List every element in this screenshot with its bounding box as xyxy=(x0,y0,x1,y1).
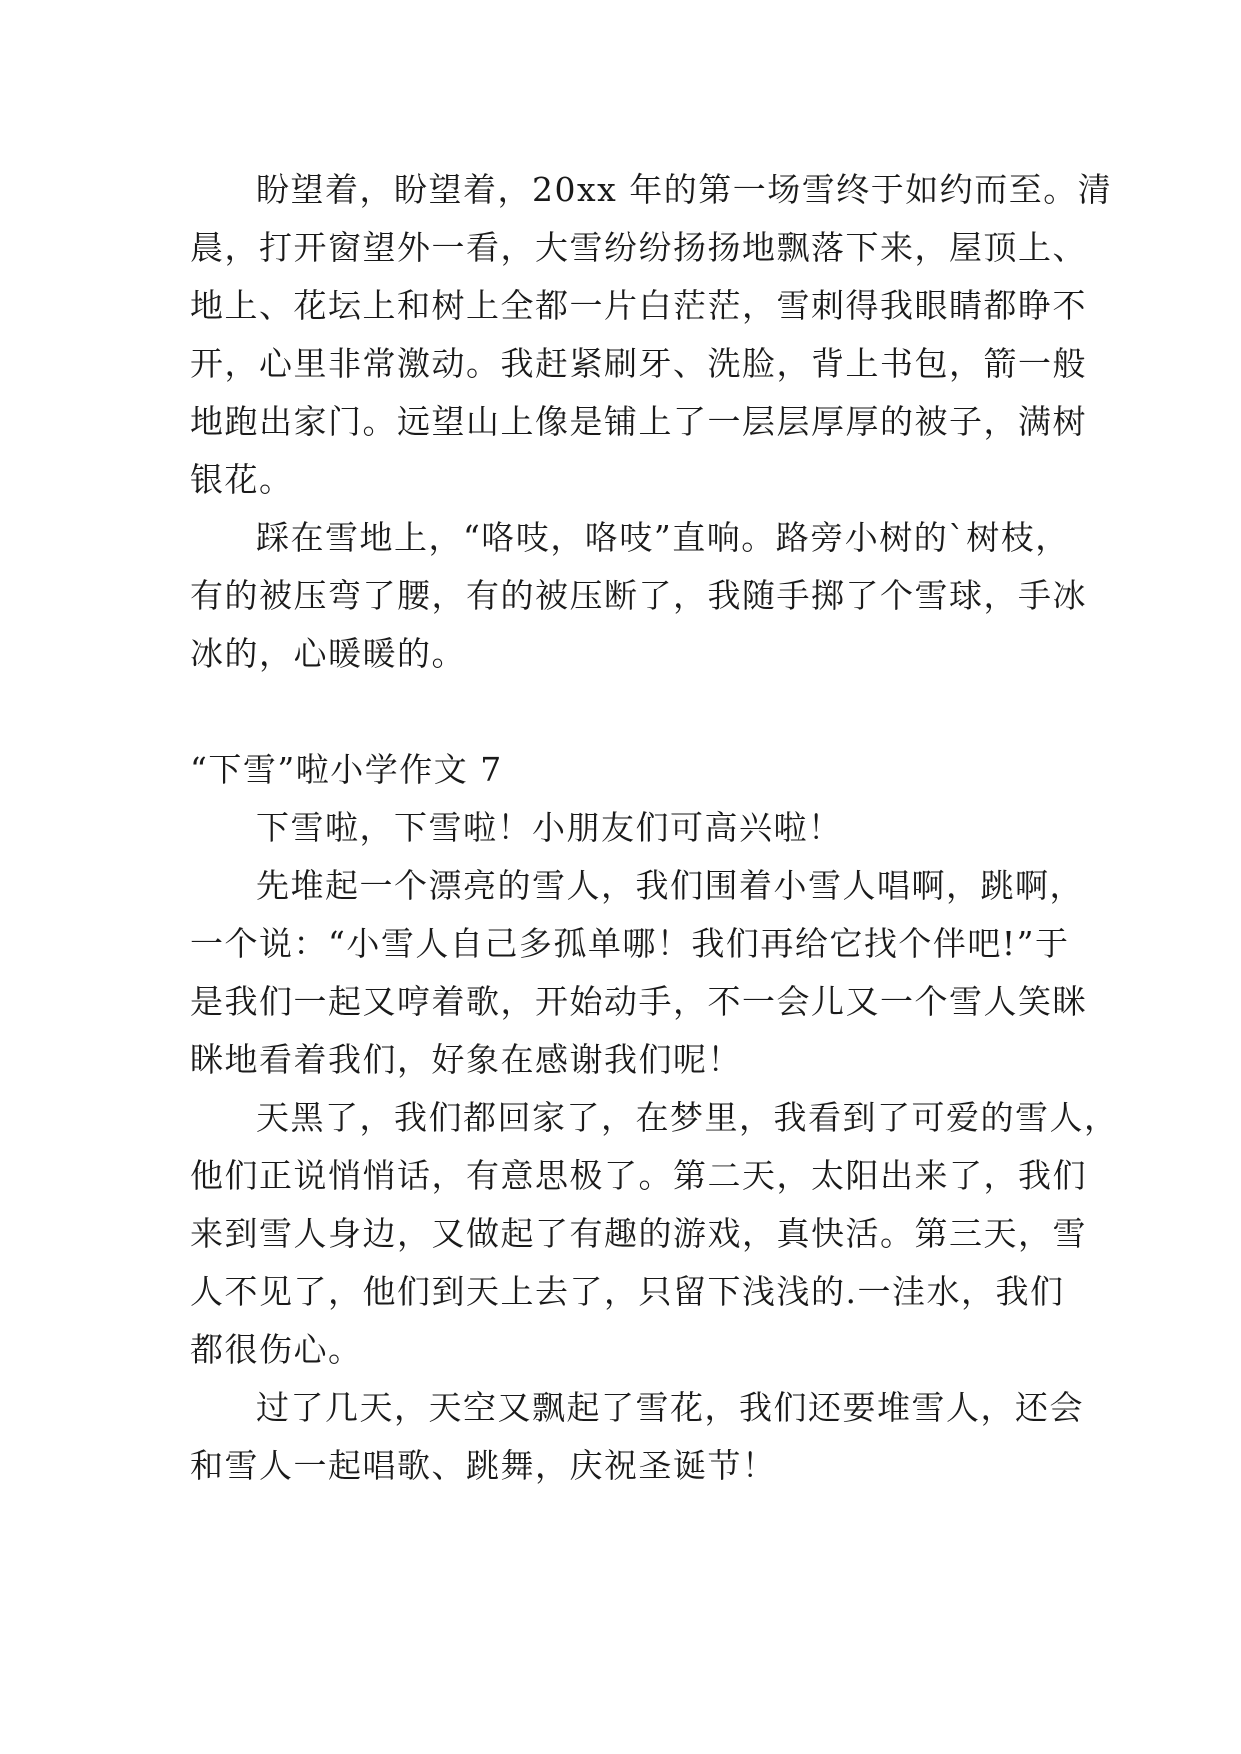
paragraph-line: 人不见了，他们到天上去了，只留下浅浅的.一洼水，我们 xyxy=(190,1272,1065,1311)
paragraph-line: 天黑了，我们都回家了，在梦里，我看到了可爱的雪人， xyxy=(256,1098,1119,1137)
paragraph-line: 晨，打开窗望外一看，大雪纷纷扬扬地飘落下来，屋顶上、 xyxy=(190,228,1087,267)
paragraph-line: 盼望着，盼望着，20xx 年的第一场雪终于如约而至。清 xyxy=(256,170,1113,209)
paragraph-line: 他们正说悄悄话，有意思极了。第二天，太阳出来了，我们 xyxy=(190,1156,1087,1195)
paragraph-line: 一个说：“小雪人自己多孤单哪！我们再给它找个伴吧!”于 xyxy=(190,924,1070,963)
paragraph-line: 都很伤心。 xyxy=(190,1330,363,1369)
paragraph-line: 眯地看着我们，好象在感谢我们呢！ xyxy=(190,1040,742,1079)
paragraph-line: 地跑出家门。远望山上像是铺上了一层层厚厚的被子，满树 xyxy=(190,402,1087,441)
paragraph-line: 地上、花坛上和树上全都一片白茫茫，雪刺得我眼睛都睁不 xyxy=(190,286,1087,325)
paragraph-line: 过了几天，天空又飘起了雪花，我们还要堆雪人，还会 xyxy=(256,1388,1084,1427)
paragraph-line: 是我们一起又哼着歌，开始动手，不一会儿又一个雪人笑眯 xyxy=(190,982,1087,1021)
paragraph-line: 和雪人一起唱歌、跳舞，庆祝圣诞节！ xyxy=(190,1446,777,1485)
paragraph-line: 冰的，心暖暖的。 xyxy=(190,634,466,673)
paragraph-line: 银花。 xyxy=(190,460,294,499)
paragraph-line: 踩在雪地上，“咯吱，咯吱”直响。路旁小树的`树枝， xyxy=(256,518,1070,557)
paragraph-line: 下雪啦，下雪啦！小朋友们可高兴啦！ xyxy=(256,808,843,847)
paragraph-line: 开，心里非常激动。我赶紧刷牙、洗脸，背上书包，箭一般 xyxy=(190,344,1087,383)
paragraph-line: 有的被压弯了腰，有的被压断了，我随手掷了个雪球，手冰 xyxy=(190,576,1087,615)
paragraph-line: 来到雪人身边，又做起了有趣的游戏，真快活。第三天，雪 xyxy=(190,1214,1087,1253)
section-title: “下雪”啦小学作文 7 xyxy=(190,750,503,789)
paragraph-line: 先堆起一个漂亮的雪人，我们围着小雪人唱啊，跳啊， xyxy=(256,866,1084,905)
